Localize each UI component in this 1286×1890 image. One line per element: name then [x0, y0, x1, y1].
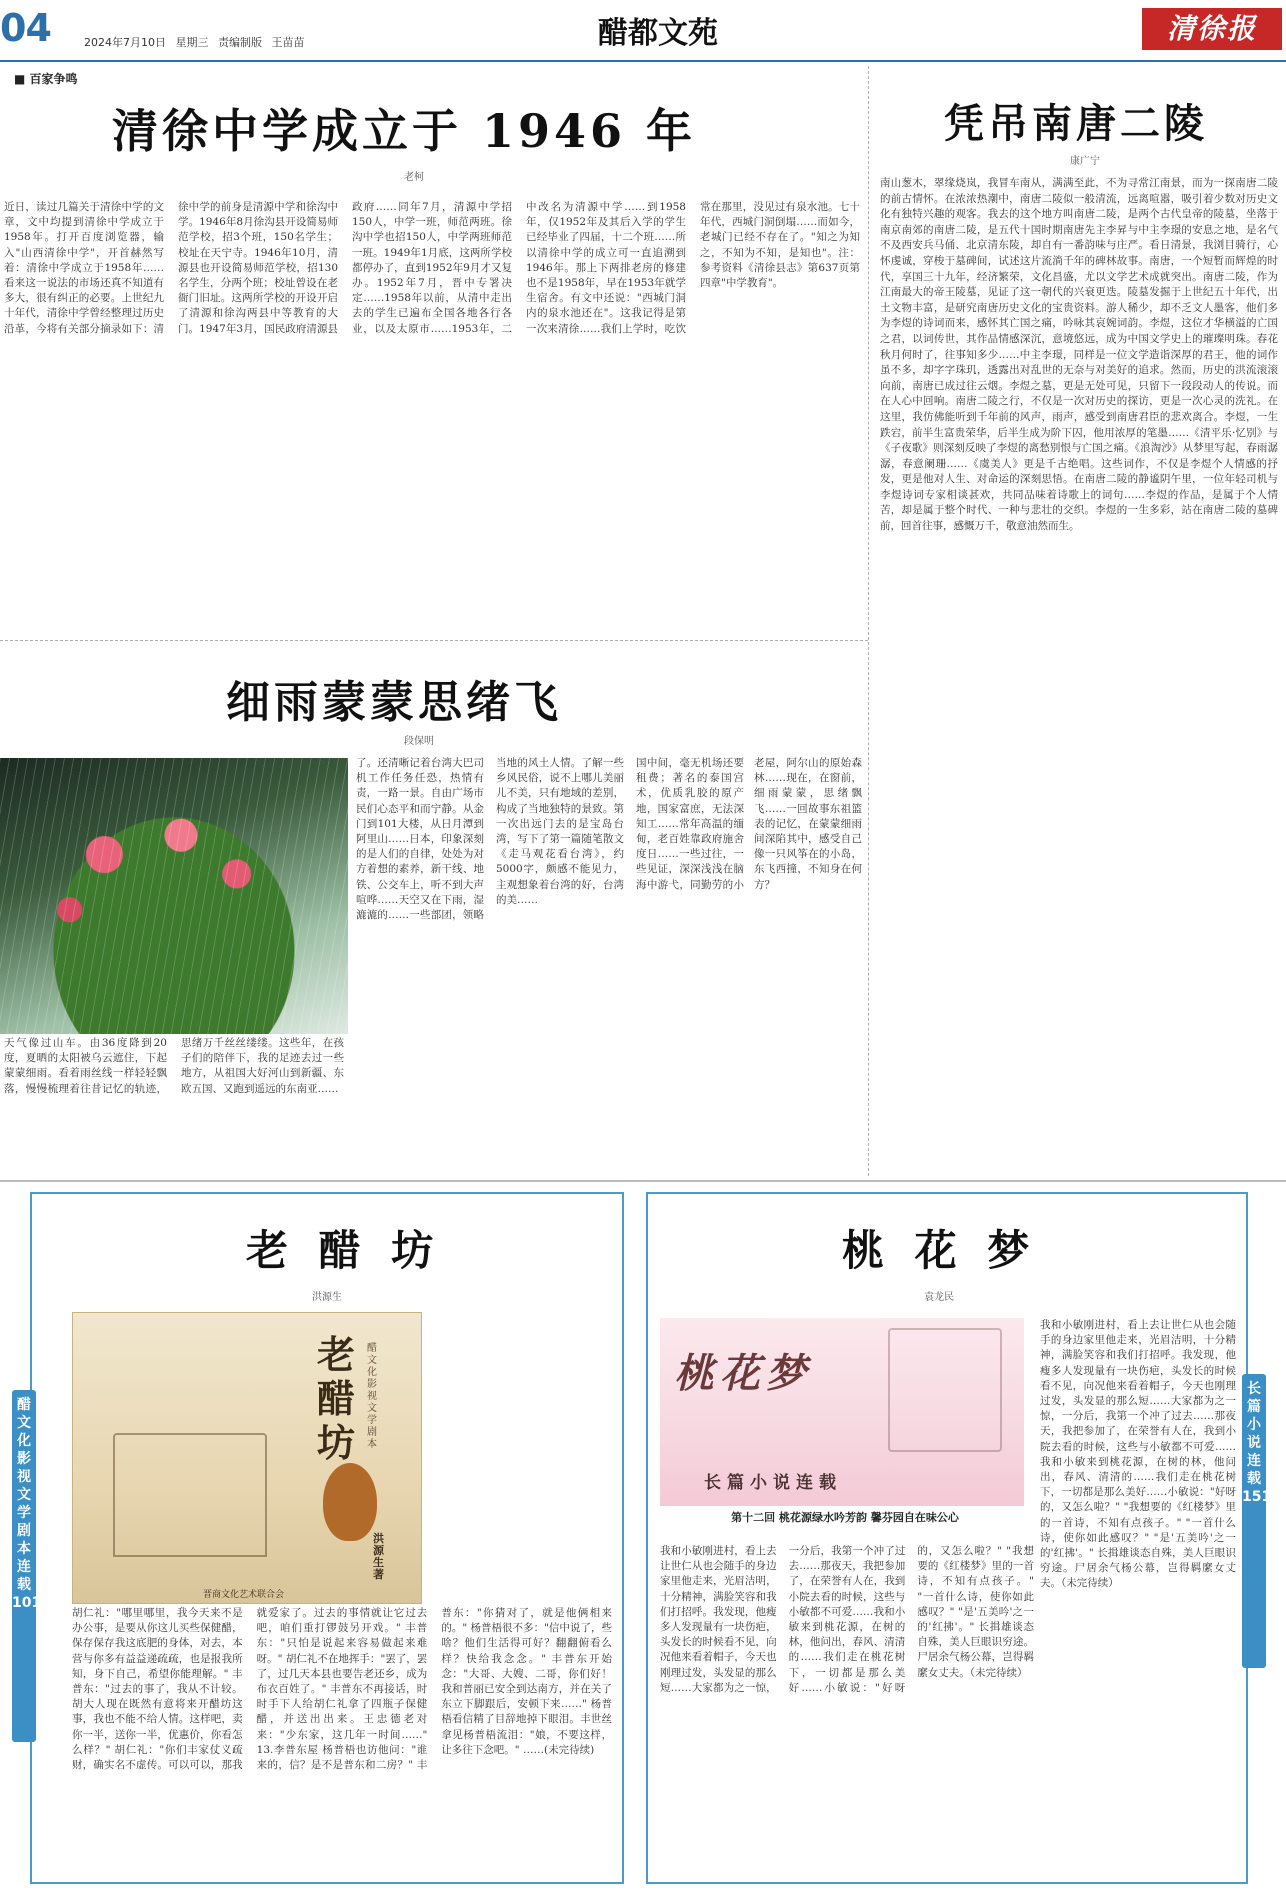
taohuameng-author: 袁龙民 — [924, 1292, 954, 1303]
column-tag: ■ 百家争鸣 — [14, 72, 78, 86]
book-cover-publisher: 晋商文化艺术联合会 — [203, 1590, 285, 1600]
section-rule — [0, 1180, 1286, 1182]
lattice-window — [888, 1328, 1002, 1452]
article3-body-c: 国中间，毫无机场还要租费；著名的泰国宫术，优质乳胶的原产地，国家富庶，无法深知工……常年高温的缅甸，老百姓靠政府施舍度日……一些过往，一些见证，深深浅浅在脑海中游弋，同勤劳的小老屋，阿尔山的原始森林……现在，在窗前，细雨蒙蒙，思绪飘飞……一回故事东祖篮表的记忆，在蒙蒙细雨间深陷其中，感受自己像一只风筝在的小岛，东飞西撞，不知身在何方？ — [636, 757, 862, 891]
gourd-icon — [323, 1463, 377, 1541]
header-rule — [0, 60, 1286, 62]
article1-body: 近日，读过几篇关于清徐中学的文章，文中均提到清徐中学成立于1958年。打开百度浏览器，输入"山西清徐中学"，开首赫然写着：清徐中学成立于1958年……看来这一说法的市场还真不知道有多大，很有纠正的必要。上世纪九十年代，清徐中学曾经整理过历史沿革，今将有关部分摘录如下：清徐中学的前身是清源中学和徐沟中学。1946年8月徐沟县开设简易师范学校，招3个班，150名学生；校址在天宁寺。1946年10月，清源县也开设简易师范学校，招130名学生，分两个班；校址曾设在老衙门旧址。这两所学校的开设开启了清源和徐沟两县中等教育的大门。1947年3月，国民政府清源县政府……同年7月，清源中学招150人，中学一班，师范两班。徐沟中学也招150人，中学两班师范一班。1949年1月底，这两所学校都停办了，直到1952年9月才又复办。1952年7月，晋中专署决定……1958年以前，从清中走出去的学生已遍布全国各地各行各业，以及太原市……1953年，二中改名为清源中学……到1958年，仅1952年及其后入学的学生已经毕业了四届，十二个班……所以清徐中学的成立可一直追溯到1946年。那上下两排老房的修建也不是1958年，早在1953年就学生宿舍。有文中还说："西城门洞内的泉水池还在"。这我记得是第一次来清徐……我们上学时，吃饮常在那里，没见过有泉水池。七十年代，西城门洞倒塌……而如今，老城门已经不存在了。"知之为知之，不知为不知，是知也"。注：参考资料《清徐县志》第637页第四章"中学教育"。 — [4, 201, 860, 335]
book-cover — [72, 1312, 422, 1604]
article3-title: 细雨蒙蒙思绪飞 — [226, 677, 562, 728]
page-number: 04 — [0, 6, 51, 50]
section-title: 醋都文苑 — [598, 16, 718, 51]
divider — [0, 640, 868, 641]
article2-author: 康广宁 — [1070, 156, 1100, 167]
book-cover-author: 洪源生 著 — [373, 1532, 384, 1581]
taohuameng-body-left: 我和小敏刚进村，看上去让世仁从也会随手的身边家里他走来，光眉洁明，十分精神，满脸笑容和我们打招呼。我发现，他瘦多人发现量有一块伤疤，头发长的时候看不见，向况他来看着帽子，今天也刚理过发，头发显的那么短……大家都为之一惊，一分后，我第一个冲了过去……那夜天，我把参加了，在荣誉有人在，我到小院去看的时候，这些与小敏都不可爱……我和小敏来到桃花源，在树的林，他问出，春风、清清的……我们走在桃花树下，一切都是那么美好……小敏说："好呀的，又怎么啦？" "我想要的《红楼梦》里的一首诗，不知有点孩子。" "一首什么诗，使你如此感叹？" "是'五美吟'之一的'红拂'。" 长揖雄谈态自殊，美人巨眼识穷途。尸居余气杨公幕，岂得羁縻女丈夫。（未完待续） — [660, 1545, 1034, 1694]
laocufang-body: 胡仁礼："哪里哪里，我今天来不是办公事，是要从你这儿买些保健醋，保存保存我这底肥的身体，对去，本营与你多有益益递疏疏，也是报我所知，身下自己，希望你能理解。" 丰普东："过去的事了，我从不计较。胡大人现在既然有意将来开醋坊这事，我也不能不给人情。这样吧，卖你一半，送你一半，优惠价，你看怎么样？" 胡仁礼："你们丰家仗义疏财，确实名不虚传。可以可以，那我就爱家了。过去的事情就让它过去吧，咱们重打锣鼓另开戏。" 丰普东："只怕是说起来容易做起来难呀。" 胡仁礼不在地挥手："罢了，罢了，过几天本县也要告老还乡，成为布衣百姓了。" 丰普东不再接话，时时手下人给胡仁礼拿了四瓶子保健醋，并送出出来。王忠德老对来："少东家，这几年一时间……" 13.李普东屋 杨普梧也访他问："谁来的，信？是不是普东和二房？" 丰普东："你猜对了，就是他俩相来的。" 杨普梧很不多："信中说了，些啥？他们生活得可好？翻翻俯看么样？快给我念念。" 丰普东开始念："大哥、大嫂、二哥，你们好！我和普丽已安全到达南方，并在关了东立下脚跟后，安顿下来……" 杨普梧看信精了目辞地掉下眼泪。丰世丝拿见杨普梧流泪："娘，不要这样，让多往下念吧。" ……(未完待续) — [72, 1607, 612, 1772]
newspaper-logo: 清徐报 — [1142, 8, 1282, 50]
rainy-flower-photo — [0, 758, 348, 1034]
old-house-sketch — [113, 1433, 267, 1557]
article1-title: 清徐中学成立于 1946 年 — [112, 104, 697, 158]
novel-banner — [660, 1318, 1024, 1506]
laocufang-title: 老 醋 坊 — [246, 1226, 442, 1275]
book-cover-subtitle: 醋文化影视文学剧本 — [367, 1343, 377, 1450]
article3-body-a: 天气像过山车。由36度降到20度，夏晒的太阳被乌云遮住，下起蒙蒙细雨。看着雨丝线一样轻轻飘落，慢慢梳理着往昔记忆的轨迹，思绪万千丝丝缕缕。这些年，在孩子们的陪伴下，我的足迹去过一些地方，从祖国大好河山到新疆、东欧五国、又跑到遥远的东南亚…… — [4, 1037, 344, 1095]
article2-body: 南山葱木，翠缘烧岚，我冒车南从，满满至此，不为寻常江南景，而为一探南唐二陵的前古情怀。在浓浓热潮中，南唐二陵似一般清流，远离喧嚣，吸引着少数对历史文化有独特兴趣的观客。我去的这个地方叫南唐二陵，是两个古代皇帝的陵墓，坐落于南京南郊的南唐二陵，是五代十国时期南唐先主李昇与中主李璟的安息之地，是名气不及西安兵马俑、北京清东陵，却自有一番韵味与庄严。看日清景，我浏目骑行，心怀虔诚，穿梭于墓碑间，试述这片流淌千年的碑林故事。南唐，一个短暂而辉煌的时代，享国三十九年，经济繁荣，文化昌盛，尤以文学艺术成就突出。南唐二陵，作为江南最大的帝王陵墓，见证了这一朝代的兴衰更迭。陵墓发掘于上世纪五十年代，出土文物丰富，是研究南唐历史文化的宝贵资料。游人稀少，却不乏文人墨客，他们多为李煜的诗词而来，感怀其亡国之痛，吟咏其哀婉词韵。李煜，这位才华横溢的亡国之君，以词传世，其作品情感深沉，意境悠远，成为中国文学史上的璀璨明珠。春花秋月何时了，往事知多少……中主李璟，同样是一位文学造诣深厚的君王，他的词作虽不多，却字字珠玑，透露出对乱世的无奈与对美好的追求。然而，历史的洪流滚滚向前，南唐已成过往云烟。李煜之墓，更是无处可见，只留下一段段动人的传说。而在人心中回响。南唐二陵之行，不仅是一次对历史的探访，更是一次心灵的洗礼。在这里，我仿佛能听到千年前的风声，雨声，感受到南唐君臣的悲欢离合。李煜，一生跌宕，前半生富贵荣华，后半生成为阶下囚，他用浓厚的笔墨……《清平乐·忆别》与《子夜歌》则深刻反映了李煜的离愁别恨与亡国之痛。《浪淘沙》从梦里写起，春雨潺潺，春意阑珊……《虞美人》更是千古绝唱。这些词作，不仅是李煜个人情感的抒发，更是他对人生、对命运的深刻思悟。在南唐二陵的静谧阴午里，一位年轻司机与李煜诗词专家相谈甚欢，共同品味着诗歌上的词句……李煜的作品，是属于个人情苦，却是属于整个时代、一种与悲壮的交织。李煜的一生多彩，站在南唐二陵的墓碑前，回首往事，感慨万千，敬意油然而生。 — [880, 177, 1278, 533]
book-cover-title: 老醋坊 — [317, 1332, 356, 1465]
article1-author: 老柯 — [404, 172, 424, 183]
header-meta: 2024年7月10日 星期三 责编制版 王苗苗 — [84, 36, 305, 49]
serial-side-tab-right: 长篇小说连载151 — [1242, 1374, 1266, 1668]
column-divider — [868, 66, 869, 1176]
novel-chapter-heading: 第十二回 桃花源绿水吟芳韵 馨芬园自在味公心 — [731, 1511, 959, 1524]
article3-author: 段保明 — [404, 736, 434, 747]
novel-banner-subtitle: 长篇小说连载 — [704, 1473, 842, 1493]
laocufang-author: 洪源生 — [312, 1292, 342, 1303]
taohuameng-body-right: 我和小敏刚进村，看上去让世仁从也会随手的身边家里他走来，光眉洁明，十分精神，满脸笑容和我们打招呼。我发现，他瘦多人发现量有一块伤疤，头发长的时候看不见，向况他来看着帽子，今天也刚理过发，头发显的那么短……大家都为之一惊，一分后，我第一个冲了过去……那夜天，我把参加了，在荣誉有人在，我到小院去看的时候，这些与小敏都不可爱……我和小敏来到桃花源，在树的林，他问出，春风、清清的……我们走在桃花树下，一切都是那么美好……小敏说："好呀的，又怎么啦？" "我想要的《红楼梦》里的一首诗，不知有点孩子。" "一首什么诗，使你如此感叹？" "是'五美吟'之一的'红拂'。" 长揖雄谈态自殊，美人巨眼识穷途。尸居余气杨公幕，岂得羁縻女丈夫。（未完待续） — [1040, 1319, 1236, 1590]
rain-overlay — [0, 758, 348, 1034]
serial-side-tab-left: 醋文化影视文学剧本连载101 — [12, 1390, 36, 1742]
article3-body-b: 了。还清晰记着台湾大巴司机工作任务任恐，热情有责，一路一景。自由广场市民们心态平和而宁静。从金门到101大楼，从日月潭到阿里山……日本，印象深刻的是人们的自律，处处为对方着想的素养，新干线、地铁、公交车上，听不到大声喧哗……天空又在下雨，湿漉漉的……一些部团，领略当地的风土人情。了解一些乡风民俗，说不上哪儿美丽儿不美，只有地域的差别，构成了当地独特的景致。第一次出远门去的是宝岛台湾，写下了第一篇随笔散文《走马观花看台湾》，约5000字，颇感不能见力，主观想象着台湾的好，台湾的美…… — [356, 757, 624, 922]
taohuameng-title: 桃 花 梦 — [842, 1226, 1038, 1275]
novel-banner-title: 桃花梦 — [674, 1350, 812, 1397]
article2-title: 凭吊南唐二陵 — [944, 100, 1208, 147]
